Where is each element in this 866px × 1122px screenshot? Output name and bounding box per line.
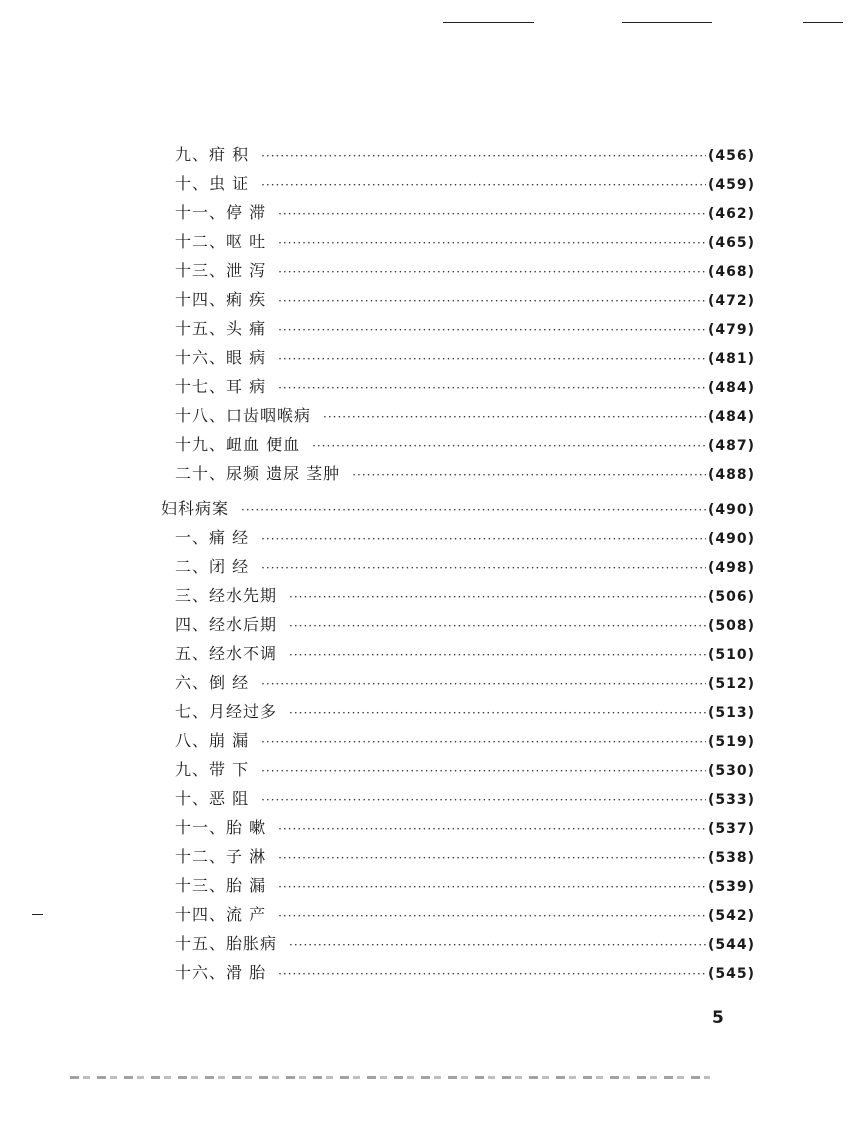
toc-entry: [145, 871, 755, 900]
toc-entry-title: 十四、痢 疾: [175, 290, 267, 309]
toc-entry-page: (490): [707, 502, 755, 518]
toc-entry-title: 十、恶 阻: [175, 789, 250, 808]
top-rule-1: [443, 22, 534, 23]
dot-leader: [261, 757, 706, 786]
toc-entry-title: 十二、呕 吐: [175, 232, 267, 251]
toc-entry: [145, 668, 755, 697]
margin-mark: [32, 914, 43, 915]
dot-leader: [289, 699, 706, 728]
toc-entry: [145, 581, 755, 610]
toc-entry-title: 一、痛 经: [175, 528, 250, 547]
toc-entry-page: (538): [707, 850, 755, 866]
toc-entry-page: (542): [707, 908, 755, 924]
toc-entry: [145, 198, 755, 227]
toc-entry-title: 四、经水后期: [175, 615, 278, 634]
toc-entry-page: (484): [707, 409, 755, 425]
top-rule-2: [622, 22, 712, 23]
toc-entry-page: (537): [707, 821, 755, 837]
toc-entry-title: 十、虫 证: [175, 174, 250, 193]
scan-artifact-line: [70, 1076, 710, 1079]
table-of-contents: [145, 140, 755, 987]
toc-entry-page: (484): [707, 380, 755, 396]
toc-entry: [145, 459, 755, 488]
toc-entry-page: (468): [707, 264, 755, 280]
dot-leader: [312, 432, 706, 461]
toc-entry: [145, 523, 755, 552]
dot-leader: [323, 403, 706, 432]
toc-entry-title: 十一、胎 嗽: [175, 818, 267, 837]
toc-entry-title: 十九、衄血 便血: [175, 435, 301, 454]
toc-entry-title: 妇科病案: [161, 499, 230, 518]
toc-entry-page: (459): [707, 177, 755, 193]
dot-leader: [278, 902, 706, 931]
toc-entry-title: 九、疳 积: [175, 145, 250, 164]
toc-entry: [145, 755, 755, 784]
toc-entry: [145, 726, 755, 755]
toc-entry: [145, 552, 755, 581]
dot-leader: [278, 345, 706, 374]
toc-entry: [145, 314, 755, 343]
dot-leader: [278, 258, 706, 287]
toc-entry-page: (456): [707, 148, 755, 164]
toc-entry-title: 十七、耳 病: [175, 377, 267, 396]
toc-entry-page: (533): [707, 792, 755, 808]
toc-entry-page: (479): [707, 322, 755, 338]
toc-entry-title: 二十、尿频 遗尿 茎肿: [175, 464, 341, 483]
dot-leader: [289, 583, 706, 612]
toc-entry-title: 七、月经过多: [175, 702, 278, 721]
toc-entry-page: (506): [707, 589, 755, 605]
dot-leader: [241, 496, 706, 525]
toc-entry-title: 五、经水不调: [175, 644, 278, 663]
dot-leader: [278, 287, 706, 316]
toc-entry-title: 十八、口齿咽喉病: [175, 406, 312, 425]
toc-entry-title: 八、崩 漏: [175, 731, 250, 750]
dot-leader: [261, 554, 706, 583]
dot-leader: [278, 960, 706, 989]
toc-entry: [145, 639, 755, 668]
toc-entry: [145, 227, 755, 256]
toc-entry: [145, 697, 755, 726]
toc-section-heading: [145, 494, 755, 523]
toc-entry-title: 十一、停 滞: [175, 203, 267, 222]
toc-entry-title: 二、闭 经: [175, 557, 250, 576]
toc-entry-title: 十三、胎 漏: [175, 876, 267, 895]
page-number: 5: [712, 1008, 724, 1028]
toc-entry: [145, 343, 755, 372]
toc-entry-page: (530): [707, 763, 755, 779]
toc-entry: [145, 169, 755, 198]
toc-entry: [145, 958, 755, 987]
dot-leader: [289, 641, 706, 670]
toc-entry-page: (490): [707, 531, 755, 547]
dot-leader: [278, 815, 706, 844]
dot-leader: [261, 786, 706, 815]
toc-entry-page: (465): [707, 235, 755, 251]
toc-entry-title: 十四、流 产: [175, 905, 267, 924]
toc-entry: [145, 610, 755, 639]
toc-entry: [145, 813, 755, 842]
toc-entry-page: (512): [707, 676, 755, 692]
toc-entry: [145, 140, 755, 169]
toc-entry: [145, 285, 755, 314]
toc-entry-page: (462): [707, 206, 755, 222]
toc-entry-title: 十六、眼 病: [175, 348, 267, 367]
toc-entry-page: (508): [707, 618, 755, 634]
dot-leader: [278, 200, 706, 229]
toc-entry-page: (472): [707, 293, 755, 309]
dot-leader: [278, 229, 706, 258]
dot-leader: [289, 612, 706, 641]
toc-entry: [145, 256, 755, 285]
toc-entry-page: (498): [707, 560, 755, 576]
dot-leader: [261, 525, 706, 554]
toc-entry: [145, 372, 755, 401]
dot-leader: [352, 461, 706, 490]
toc-entry-title: 三、经水先期: [175, 586, 278, 605]
toc-entry: [145, 842, 755, 871]
toc-entry-page: (487): [707, 438, 755, 454]
toc-entry: [145, 929, 755, 958]
toc-entry-page: (481): [707, 351, 755, 367]
dot-leader: [261, 670, 706, 699]
toc-entry: [145, 430, 755, 459]
toc-entry-title: 十五、胎胀病: [175, 934, 278, 953]
toc-entry-page: (510): [707, 647, 755, 663]
top-rule-3: [803, 22, 843, 23]
toc-entry-page: (544): [707, 937, 755, 953]
toc-entry-page: (539): [707, 879, 755, 895]
toc-entry-title: 十五、头 痛: [175, 319, 267, 338]
toc-entry-page: (513): [707, 705, 755, 721]
toc-entry-title: 九、带 下: [175, 760, 250, 779]
dot-leader: [278, 844, 706, 873]
toc-entry-page: (519): [707, 734, 755, 750]
toc-entry: [145, 900, 755, 929]
dot-leader: [261, 728, 706, 757]
dot-leader: [261, 142, 706, 171]
toc-entry-title: 十二、子 淋: [175, 847, 267, 866]
dot-leader: [278, 316, 706, 345]
toc-entry-title: 十六、滑 胎: [175, 963, 267, 982]
toc-entry-page: (545): [707, 966, 755, 982]
toc-entry: [145, 401, 755, 430]
toc-entry: [145, 784, 755, 813]
dot-leader: [278, 374, 706, 403]
toc-entry-page: (488): [707, 467, 755, 483]
dot-leader: [278, 873, 706, 902]
dot-leader: [289, 931, 706, 960]
toc-entry-title: 十三、泄 泻: [175, 261, 267, 280]
toc-entry-title: 六、倒 经: [175, 673, 250, 692]
dot-leader: [261, 171, 706, 200]
